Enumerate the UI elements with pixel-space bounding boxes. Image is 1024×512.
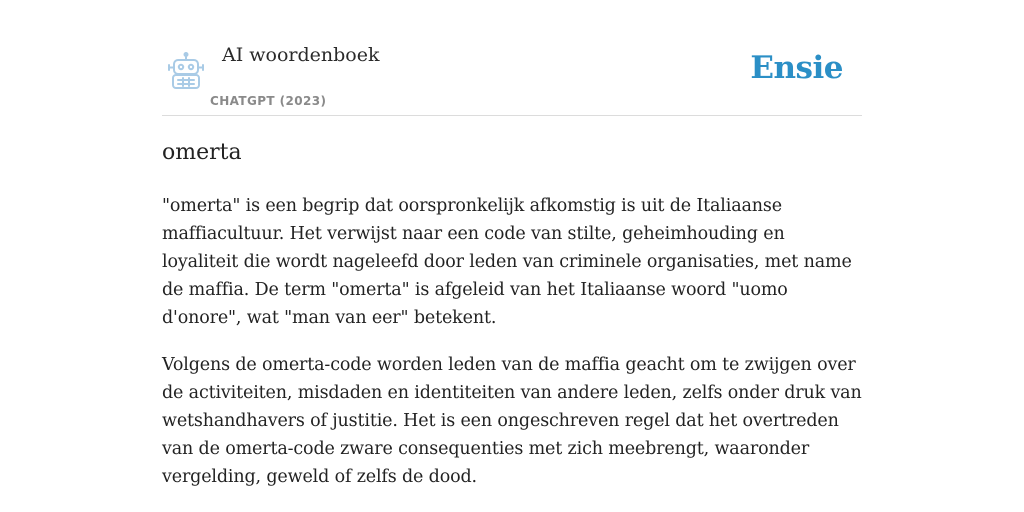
content	[162, 0, 862, 487]
robot-icon	[166, 52, 206, 90]
ensie-logo[interactable]: Ensie	[750, 50, 843, 86]
source-label: CHATGPT (2023)	[210, 94, 327, 108]
dictionary-name[interactable]: AI woordenboek	[222, 44, 380, 66]
definition-paragraph-2: Volgens de omerta-code worden leden van de maffia geacht om te zwijgen over de activiteiten, misdaden en identiteiten van andere leden, zelfs onder druk van wetshandhavers of justitie. Het is een ongeschreven regel dat het overtreden van de omerta-code zware consequenties met zich meebrengt, waaronder vergelding, geweld of zelfs de dood.	[162, 355, 862, 487]
header	[162, 0, 862, 116]
definition-paragraph-1: "omerta" is een begrip dat oorspronkelijk afkomstig is uit de Italiaanse maffiacultuur. Het verwijst naar een code van stilte, geheimhouding en loyaliteit die wordt nageleefd door leden van criminele organisaties, met name de maffia. De term "omerta" is afgeleid van het Italiaanse woord "uomo d'onore", wat "man van eer" betekent.	[162, 196, 852, 328]
entry-title: omerta	[162, 140, 242, 165]
